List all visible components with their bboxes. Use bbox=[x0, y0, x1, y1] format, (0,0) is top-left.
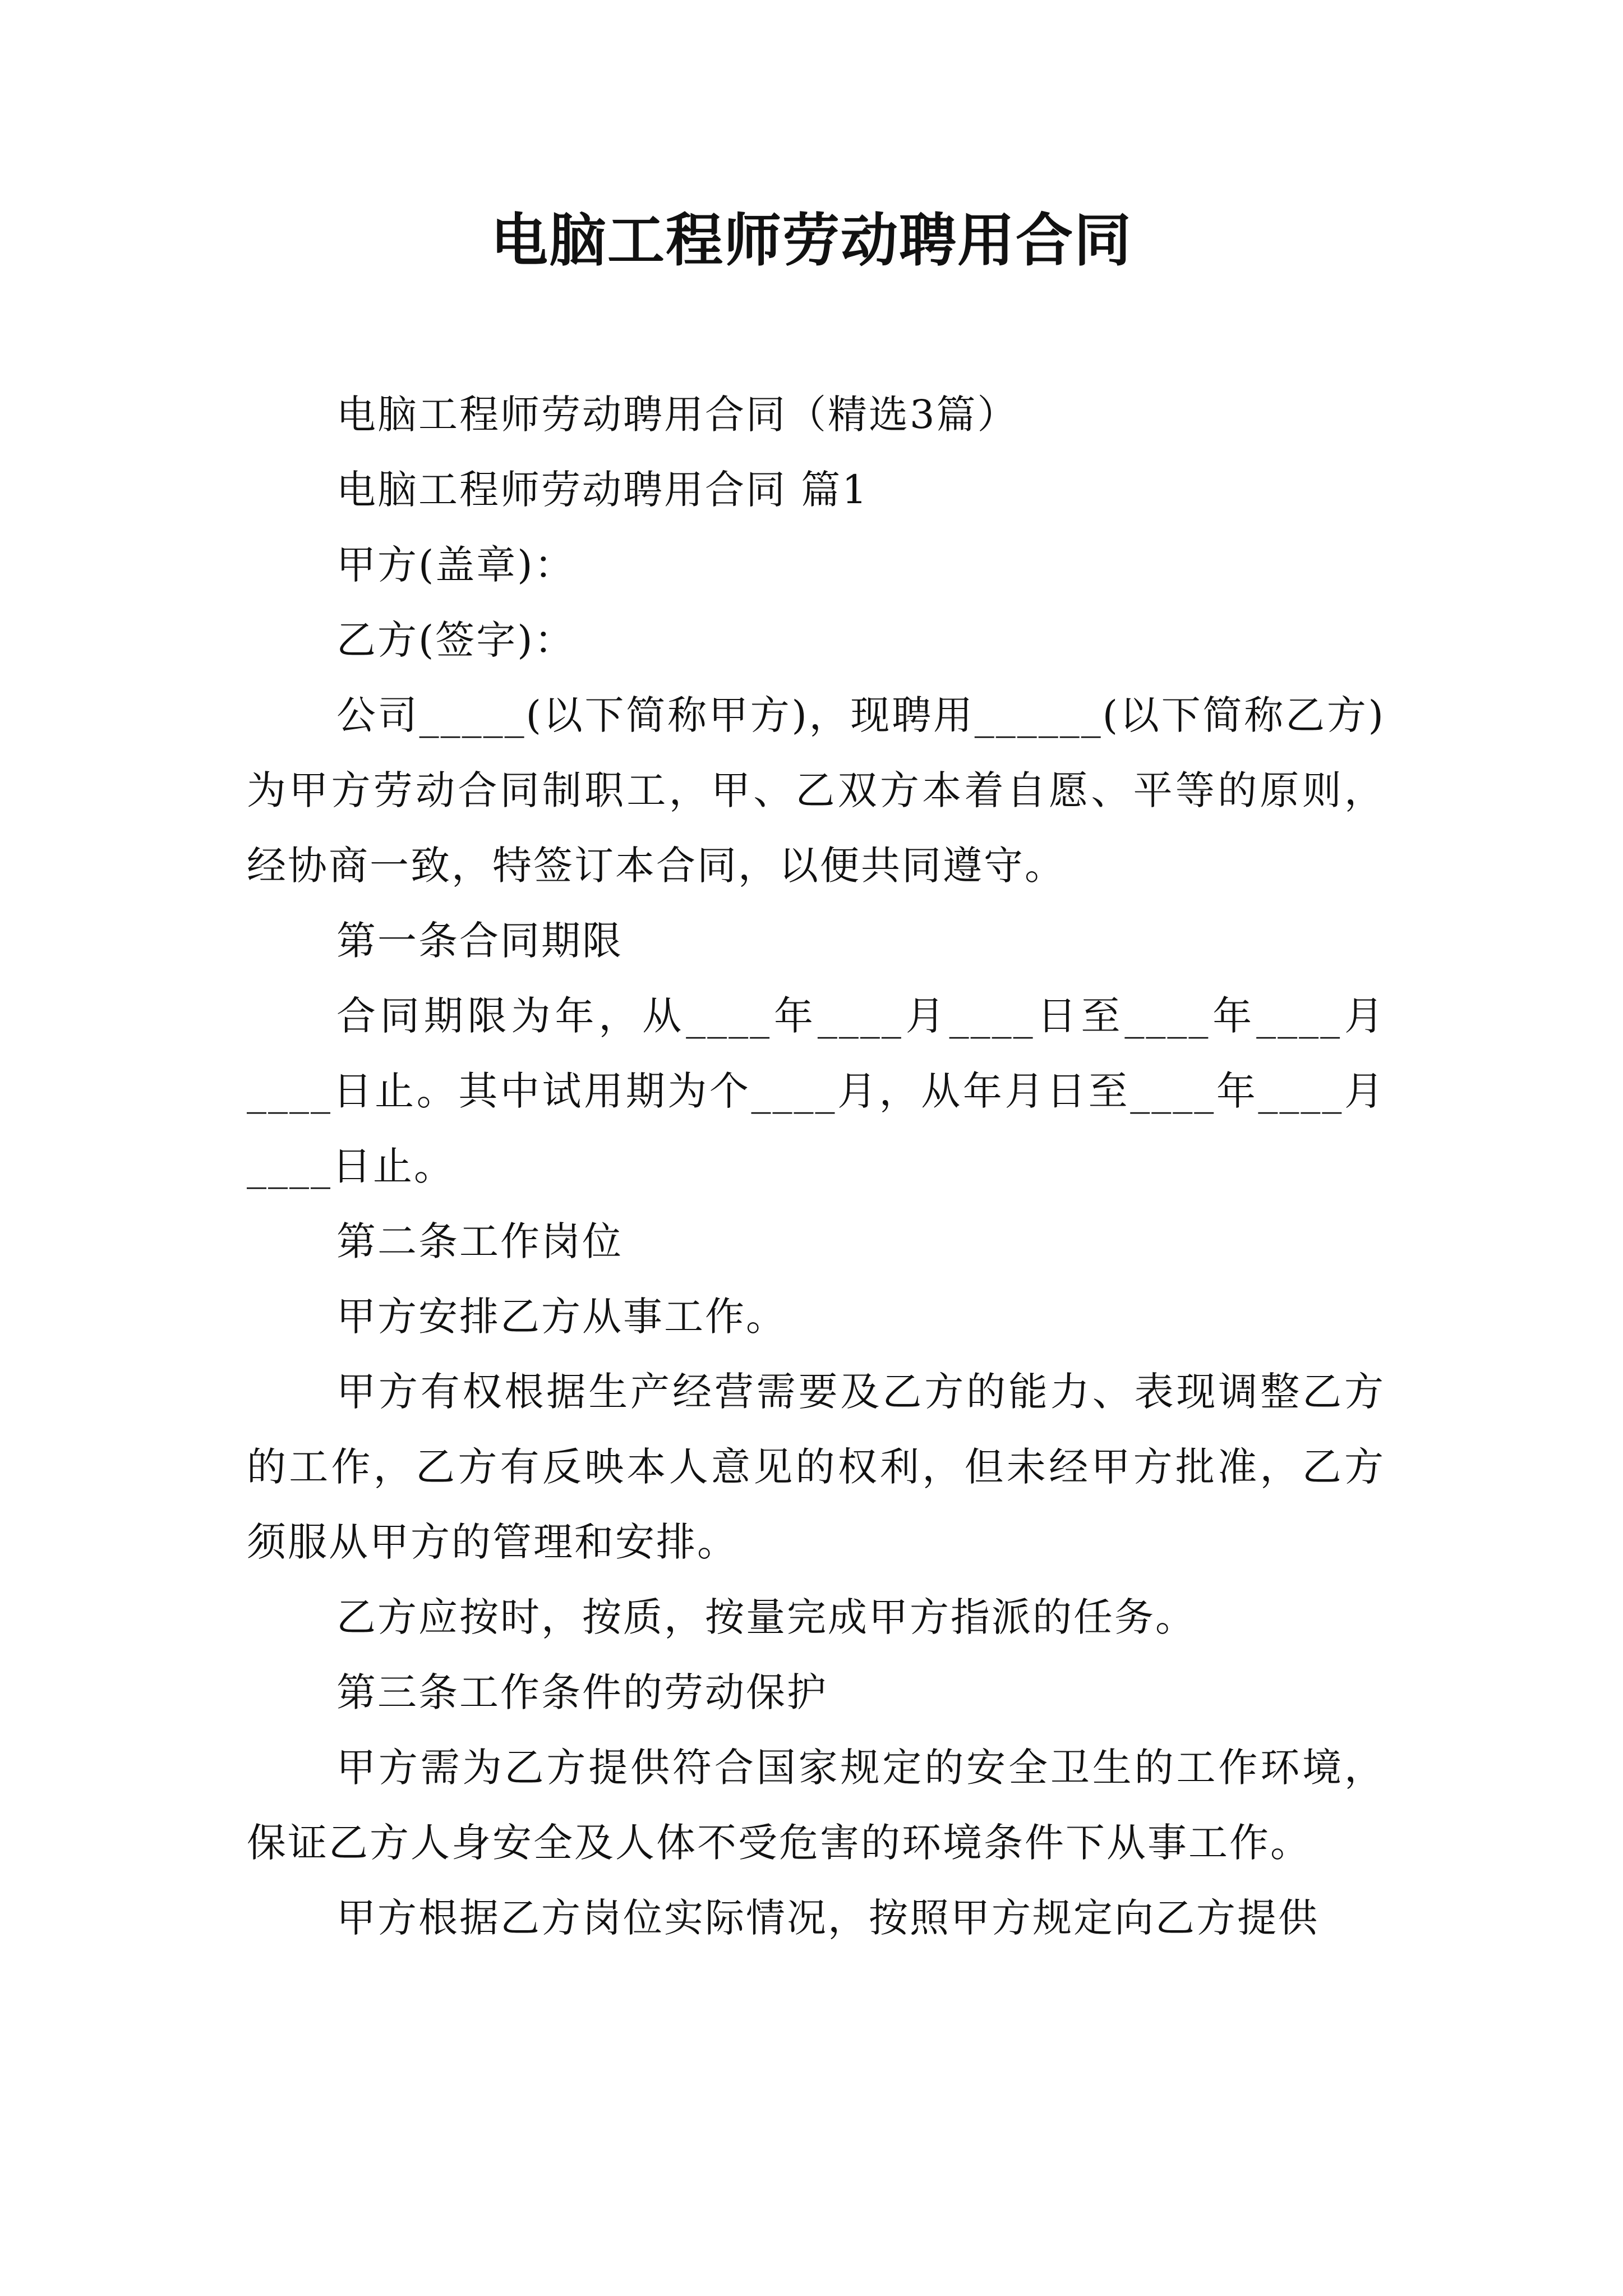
paragraph-job-assignment: 甲方安排乙方从事工作。 bbox=[336, 1294, 787, 1340]
paragraph-work-environment: 甲方需为乙方提供符合国家规定的安全卫生的工作环境，保证乙方人身安全及人体不受危害的环境条件下从事工作。 bbox=[247, 1745, 1385, 1866]
paragraph-task-completion: 乙方应按时，按质，按量完成甲方指派的任务。 bbox=[336, 1594, 1196, 1640]
paragraph-job-adjustment: 甲方有权根据生产经营需要及乙方的能力、表现调整乙方的工作，乙方有反映本人意见的权利，但未经甲方批准，乙方须服从甲方的管理和安排。 bbox=[247, 1369, 1385, 1565]
paragraph-subtitle: 电脑工程师劳动聘用合同（精选3篇） bbox=[336, 392, 1018, 438]
document-body bbox=[247, 377, 1385, 1955]
document-title: 电脑工程师劳动聘用合同 bbox=[491, 208, 1132, 274]
paragraph-article-1-heading: 第一条合同期限 bbox=[336, 918, 623, 964]
paragraph-party-b: 乙方(签字)： bbox=[336, 617, 575, 663]
paragraph-article-3-heading: 第三条工作条件的劳动保护 bbox=[336, 1669, 828, 1715]
paragraph-contract-term: 合同期限为年，从____年____月____日至____年____月____日止。其中试用期为个____月，从年月日至____年____月____日止。 bbox=[247, 993, 1385, 1189]
paragraph-preamble: 公司_____(以下简称甲方)，现聘用______(以下简称乙方)为甲方劳动合同制职工，甲、乙双方本着自愿、平等的原则，经协商一致，特签订本合同，以便共同遵守。 bbox=[247, 692, 1385, 889]
paragraph-party-a: 甲方(盖章)： bbox=[336, 542, 575, 588]
paragraph-protection-provision: 甲方根据乙方岗位实际情况，按照甲方规定向乙方提供 bbox=[336, 1895, 1319, 1941]
paragraph-section-label: 电脑工程师劳动聘用合同 篇1 bbox=[336, 467, 869, 513]
paragraph-article-2-heading: 第二条工作岗位 bbox=[336, 1218, 623, 1264]
